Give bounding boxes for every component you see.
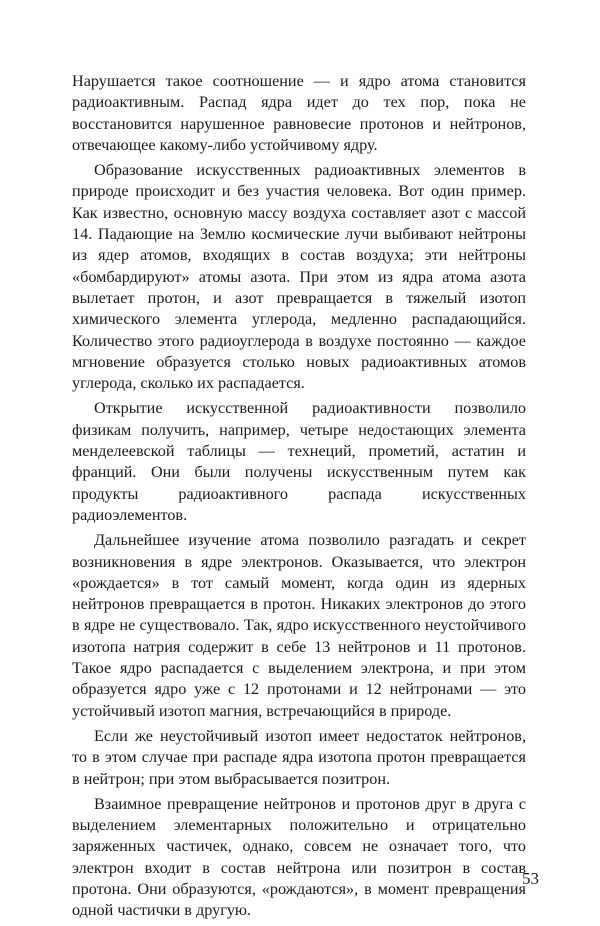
paragraph-2: Образование искусственных радиоактивных элементов в природе происходит и без участия человека. Вот один пример. Как известно, основную массу воздуха составляет азот с массой 14. Падающие на Землю космические лучи выбивают нейтроны из ядер атомов, входящих в состав воздуха; эти нейтроны «бомбардируют» атомы азота. При этом из ядра атома азота вылетает протон, и азот превращается в тяжелый изотоп химического элемента углерода, медленно распадающийся. Количество этого радиоуглерода в воздухе постоянно — каждое мгновение образуется столько новых радиоактивных атомов углерода, сколько их распадается.	[72, 161, 526, 393]
paragraph-3: Открытие искусственной радиоактивности позволило физикам получить, например, четыре недостающих элемента менделеевской таблицы — технеций, прометий, астатин и франций. Они были получены искусственным путем как продукты радиоактивного распада искусственных радиоэлементов.	[72, 399, 526, 524]
paragraph-6: Взаимное превращение нейтронов и протонов друг в друга с выделением элементарных положительно и отрицательно заряженных частичек, однако, совсем не означает того, что электрон входит в состав нейтрона или позитрон в состав протона. Они образуются, «рождаются», в момент превращения одной частички в другую.	[72, 794, 526, 920]
page-number: 53	[522, 869, 539, 888]
paragraph-1-continuation: Нарушается такое соотношение — и ядро атома становится радиоактивным. Распад ядра идет до тех пор, пока не восстановится нарушенное равновесие протонов и нейтронов, отвечающее какому-либо устойчивому ядру.	[72, 72, 526, 154]
paragraph-4: Дальнейшее изучение атома позволило разгадать и секрет возникновения в ядре электронов. Оказывается, что электрон «рождается» в тот самый момент, когда один из ядерных нейтронов превращается в протон. Никаких электронов до этого в ядре не существовало. Так, ядро искусственного неустойчивого изотопа натрия содержит в себе 13 нейтронов и 11 протонов. Такое ядро распадается с выделением электрона, и при этом образуется ядро уже с 12 протонами и 12 нейтронами — это устойчивый изотоп магния, встречающийся в природе.	[72, 531, 526, 720]
paragraph-5: Если же неустойчивый изотоп имеет недостаток нейтронов, то в этом случае при распаде ядра изотопа протон превращается в нейтрон; при этом выбрасывается позитрон.	[72, 726, 526, 788]
text-column	[72, 71, 526, 926]
